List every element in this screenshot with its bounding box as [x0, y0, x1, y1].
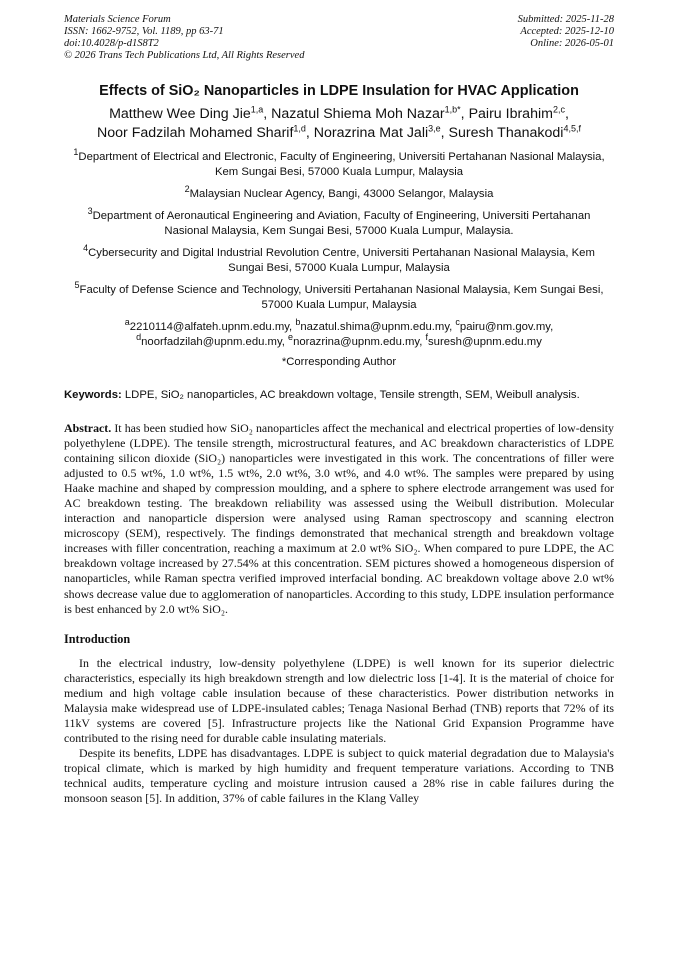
affiliation: $^3$Department of Aeronautical Engineering and Aviation, Faculty of Engineering, Universiti Pertahanan Nasional Malaysia, Kem Sungai Besi, 57000 Kuala Lumpur, Malaysia. [87, 206, 591, 237]
author: Suresh Thanakodi$^{4,5,f}$ [448, 123, 581, 141]
paper-title: Effects of SiO₂ Nanoparticles in LDPE Insulation for HVAC Application [99, 83, 579, 99]
author: Noor Fadzilah Mohamed Sharif$^{1,d}$, [97, 123, 314, 141]
journal-name: Materials Science Forum [64, 14, 171, 25]
submitted-date: Submitted: 2025-11-28 [517, 14, 614, 25]
author: Norazrina Mat Jali$^{3,e}$, [313, 123, 449, 141]
abstract-text: It has been studied how SiO₂ nanoparticles affect the mechanical and electrical properties of low-density polyethylene (LDPE). The tensile strength, microstructural features, and AC breakdown characteristics of LDPE containing silicon dioxide (SiO₂) nanoparticles were investigated in this work. The concentrations of filler were adjusted to 0.5 wt%, 1.0 wt%, 1.5 wt%, 2.0 wt%, 3.0 wt%, and 4.0 wt%. The samples were prepared by using Haake machine and shaped by compression moulding, and a sphere to sphere electrode arrangement was used for AC breakdown testing. The breakdown reliability was assessed using the Weibull distribution. Molecular interaction and nanoparticle dispersion were analysed using Raman spectroscopy and scanning electron microscopy (SEM), respectively. The findings demonstrated that mechanical strength and breakdown voltage increases with filler concentration, reaching a maximum at 2.0 wt% SiO₂. When compared to pure LDPE, the AC breakdown voltage increased by 27.54% at this concentration. SEM pictures showed a homogeneous dispersion of nanoparticles, while Raman spectra verified improved interfacial bonding. AC breakdown voltage above 2.0 wt% shows decrease value due to agglomeration of nanoparticles. According to this study, LDPE insulation performance is best enhanced by 2.0 wt% SiO₂. [64, 421, 615, 616]
keywords-label: Keywords: [64, 389, 122, 401]
abstract [64, 421, 614, 617]
issn-line: ISSN: 1662-9752, Vol. 1189, pp 63-71 [64, 26, 224, 37]
email: $^c$pairu@nm.gov.my, [455, 317, 554, 333]
email: $^a$2210114@alfateh.upnm.edu.my, [124, 317, 296, 333]
email-list [64, 317, 614, 350]
author: Nazatul Shiema Moh Nazar$^{1,b*}$, [271, 104, 469, 122]
author: Matthew Wee Ding Jie$^{1,a}$, [109, 104, 272, 122]
doi-line: doi:10.4028/p-d1S8T2 [64, 38, 159, 49]
abstract-label: Abstract. [64, 421, 112, 435]
paper-page [64, 14, 614, 806]
copyright-line: © 2026 Trans Tech Publications Ltd, All Rights Reserved [64, 50, 305, 61]
keywords [64, 388, 614, 402]
accepted-date: Accepted: 2025-12-10 [520, 26, 614, 37]
affiliation: $^2$Malaysian Nuclear Agency, Bangi, 43000 Selangor, Malaysia [184, 184, 494, 200]
email: $^f$suresh@upnm.edu.my [425, 332, 542, 348]
online-date: Online: 2026-05-01 [530, 38, 614, 49]
body-paragraph: In the electrical industry, low-density polyethylene (LDPE) is well known for its superior dielectric characteristics, especially its high breakdown strength and low dielectric loss [1-4]. It is the material of choice for medium and high voltage cable insulation because of these characteristics. Power distribution networks in Malaysia make widespread use of LDPE-insulated cables; Tenaga Nasional Berhad (TNB) reports that 72% of its 11kV systems are covered [5]. Infrastructure projects like the National Grid Expansion Programme have contributed to the rising need for durable cable insulating materials. [64, 655, 614, 745]
author: Pairu Ibrahim$^{2,c}$, [468, 104, 569, 122]
email: $^b$nazatul.shima@upnm.edu.my, [295, 317, 456, 333]
journal-info [64, 14, 304, 62]
body-paragraph: Despite its benefits, LDPE has disadvantages. LDPE is subject to quick material degradation due to Malaysia's tropical climate, which is marked by high humidity and frequent temperature variations. According to TNB technical audits, temperature cycling and moisture intrusion caused a 28% rise in cable failures during the monsoon season [5]. In addition, 37% of cable failures in the Klang Valley [64, 745, 614, 806]
email: $^d$noorfadzilah@upnm.edu.my, [136, 332, 289, 348]
dates-info [518, 14, 614, 50]
affiliation: $^5$Faculty of Defense Science and Technology, Universiti Pertahanan Nasional Malaysia, Kem Sungai Besi, 57000 Kuala Lumpur, Malaysia [74, 280, 604, 311]
journal-header [64, 14, 614, 64]
author-list [64, 105, 614, 143]
affiliation: $^4$Cybersecurity and Digital Industrial Revolution Centre, Universiti Pertahanan Nasional Malaysia, Kem Sungai Besi, 57000 Kuala Lumpur, Malaysia [83, 243, 595, 274]
section-heading-introduction: Introduction [64, 631, 131, 646]
keywords-text: LDPE, SiO₂ nanoparticles, AC breakdown voltage, Tensile strength, SEM, Weibull analysis. [121, 389, 580, 401]
corresponding-author-note: *Corresponding Author [281, 356, 397, 368]
affiliation: $^1$Department of Electrical and Electronic, Faculty of Engineering, Universiti Pertahanan Nasional Malaysia, Kem Sungai Besi, 57000 Kuala Lumpur, Malaysia [73, 147, 605, 178]
email: $^e$norazrina@upnm.edu.my, [288, 332, 426, 348]
